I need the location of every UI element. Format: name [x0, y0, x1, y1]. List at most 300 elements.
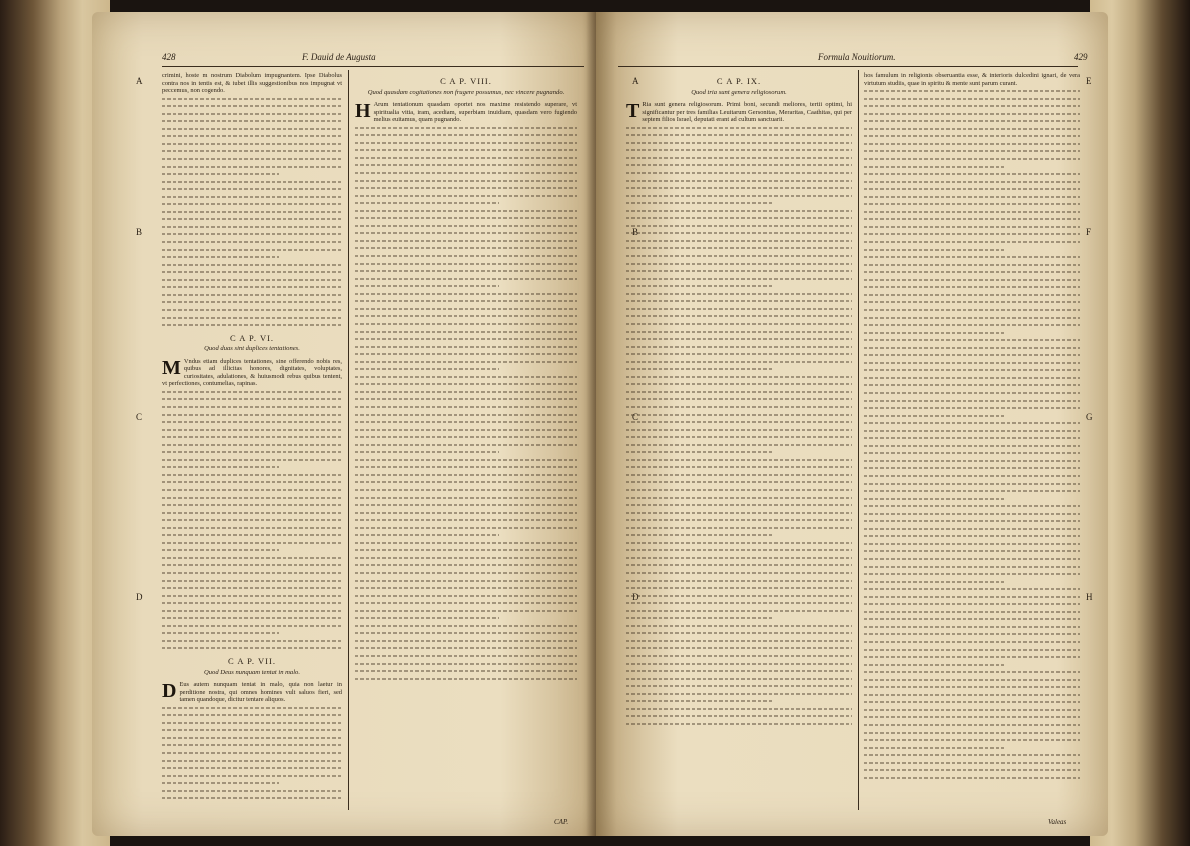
chapter-7-incipit: Eus autem nunquam tentat in malo, quia non laetur in perditione nostra, qui omnes homines vult saluos fieri, sed tamen quandoque, dicitur tentare aliquos. [179, 681, 342, 704]
text-line [162, 501, 342, 509]
text-line [626, 222, 852, 230]
text-line [355, 478, 577, 486]
text-line [626, 471, 852, 479]
text-line [864, 736, 1080, 744]
text-line [162, 125, 342, 133]
text-line [355, 343, 577, 351]
text-line [355, 629, 577, 637]
text-line [162, 147, 342, 155]
text-line [626, 320, 852, 328]
margin-letter-e: E [1086, 76, 1092, 86]
text-line [626, 539, 852, 547]
text-line [864, 668, 1080, 676]
text-line [626, 365, 852, 373]
text-line [864, 646, 1080, 654]
text-line [355, 252, 577, 260]
text-line [355, 350, 577, 358]
text-line [626, 297, 852, 305]
text-line [626, 682, 852, 690]
text-line [864, 344, 1080, 352]
text-line [626, 403, 852, 411]
text-line [162, 388, 342, 396]
chapter-6-incipit: Vndus etiam duplices tentationes, sine offerendo nobis res, quibus ad illicitas honores, dignitates, voluptates, curiositates, adulationes, & huiusmodi rebus quibus tentent, vt perfectiones, contumelias, rapinas. [162, 357, 342, 388]
text-line [162, 531, 342, 539]
text-line [355, 146, 577, 154]
text-line [355, 297, 577, 305]
text-line [162, 223, 342, 231]
margin-letter-c-right-page: C [632, 412, 639, 422]
text-line [626, 697, 852, 705]
text-line [864, 276, 1080, 284]
text-line [626, 260, 852, 268]
text-line [162, 411, 342, 419]
text-line [162, 230, 342, 238]
text-line [864, 502, 1080, 510]
chapter-8-dropcap: H [355, 100, 371, 123]
text-line [162, 418, 342, 426]
text-line [355, 305, 577, 313]
text-line [864, 578, 1080, 586]
text-line [355, 471, 577, 479]
text-line [864, 132, 1080, 140]
text-line [864, 751, 1080, 759]
text-line [626, 456, 852, 464]
text-line [626, 509, 852, 517]
text-line [355, 614, 577, 622]
text-line [355, 501, 577, 509]
text-line [626, 214, 852, 222]
text-line [626, 569, 852, 577]
text-line [162, 516, 342, 524]
right-page-number: 429 [1074, 52, 1088, 62]
text-line [162, 478, 342, 486]
text-line [355, 516, 577, 524]
margin-letter-d-right-page: D [632, 592, 639, 602]
margin-letter-a: A [136, 76, 143, 86]
text-line [626, 690, 852, 698]
text-line [355, 222, 577, 230]
text-line [162, 592, 342, 600]
text-line [626, 282, 852, 290]
text-line [162, 321, 342, 329]
text-line [626, 629, 852, 637]
text-line [626, 546, 852, 554]
text-line [864, 600, 1080, 608]
text-line [626, 561, 852, 569]
text-line [355, 207, 577, 215]
text-line [162, 599, 342, 607]
text-line [626, 358, 852, 366]
text-line [864, 487, 1080, 495]
text-line [864, 744, 1080, 752]
text-line [162, 117, 342, 125]
text-line [162, 726, 342, 734]
text-line [355, 282, 577, 290]
text-line [626, 177, 852, 185]
text-line [355, 312, 577, 320]
text-line [162, 185, 342, 193]
text-line [864, 110, 1080, 118]
text-line [626, 229, 852, 237]
text-line [355, 441, 577, 449]
text-line [626, 667, 852, 675]
text-line [162, 276, 342, 284]
text-line [355, 463, 577, 471]
text-line [626, 350, 852, 358]
text-line [626, 139, 852, 147]
text-line [864, 215, 1080, 223]
text-line [864, 155, 1080, 163]
text-line [864, 457, 1080, 465]
text-line [864, 321, 1080, 329]
text-line [864, 638, 1080, 646]
text-line [162, 711, 342, 719]
text-line [355, 380, 577, 388]
text-line [864, 351, 1080, 359]
text-line [355, 494, 577, 502]
text-line [626, 501, 852, 509]
text-line [864, 525, 1080, 533]
right-catchword: Valeas [1048, 818, 1067, 826]
text-line [162, 471, 342, 479]
text-line [864, 691, 1080, 699]
chapter-6-dropcap: M [162, 356, 181, 379]
text-line [626, 712, 852, 720]
text-line [626, 478, 852, 486]
text-line [864, 102, 1080, 110]
text-line [864, 472, 1080, 480]
text-line [626, 161, 852, 169]
text-line [864, 517, 1080, 525]
text-line [864, 427, 1080, 435]
text-line [162, 291, 342, 299]
text-line [864, 178, 1080, 186]
text-line [355, 418, 577, 426]
text-line [864, 449, 1080, 457]
right-column-opening-text: hos famulum in religionis obseruantia esse, & interioris dulcedini ignari, de vera virtutum studiis, quae in spiritu & mente sunt parum curant. [864, 72, 1080, 87]
text-line [864, 434, 1080, 442]
text-line [864, 419, 1080, 427]
text-line [864, 374, 1080, 382]
text-line [355, 214, 577, 222]
text-line [626, 494, 852, 502]
text-line [162, 314, 342, 322]
text-line [162, 704, 342, 712]
text-line [355, 335, 577, 343]
text-line [864, 366, 1080, 374]
text-line [864, 495, 1080, 503]
text-line [162, 298, 342, 306]
text-line [355, 448, 577, 456]
text-line [162, 110, 342, 118]
right-page [596, 12, 1108, 836]
text-line [626, 275, 852, 283]
text-line [162, 509, 342, 517]
text-line [355, 486, 577, 494]
text-line [864, 185, 1080, 193]
text-line [626, 531, 852, 539]
margin-letter-h: H [1086, 592, 1093, 602]
text-line [162, 644, 342, 652]
text-line [626, 124, 852, 132]
text-line [162, 741, 342, 749]
text-line [355, 637, 577, 645]
text-line [355, 395, 577, 403]
text-line [162, 764, 342, 772]
chapter-9-dropcap: T [626, 100, 640, 123]
text-line [626, 244, 852, 252]
text-line [355, 184, 577, 192]
text-line [864, 298, 1080, 306]
text-line [864, 608, 1080, 616]
text-line [864, 585, 1080, 593]
text-line [355, 154, 577, 162]
text-line [864, 306, 1080, 314]
text-line [162, 486, 342, 494]
text-line [626, 146, 852, 154]
text-line [162, 140, 342, 148]
left-column-divider [348, 70, 349, 810]
text-line [162, 524, 342, 532]
text-line [864, 540, 1080, 548]
text-line [626, 554, 852, 562]
margin-letter-a-right-page: A [632, 76, 639, 86]
right-column-divider [858, 70, 859, 810]
text-line [864, 532, 1080, 540]
text-line [626, 660, 852, 668]
text-line [626, 584, 852, 592]
text-line [864, 706, 1080, 714]
text-line [355, 561, 577, 569]
text-line [864, 253, 1080, 261]
text-line [355, 546, 577, 554]
text-line [162, 200, 342, 208]
text-line [355, 403, 577, 411]
chapter-7-heading: C A P. VII. [228, 656, 276, 667]
text-line [162, 268, 342, 276]
text-line [162, 448, 342, 456]
text-line [355, 531, 577, 539]
left-page [92, 12, 602, 836]
text-line [626, 599, 852, 607]
text-line [626, 290, 852, 298]
text-line [626, 577, 852, 585]
text-line [626, 607, 852, 615]
text-line [162, 306, 342, 314]
text-line [355, 131, 577, 139]
text-line [626, 335, 852, 343]
text-line [355, 577, 577, 585]
chapter-8-incipit: Arum tentationum quasdam oportet nos maxime resistendo superare, vt spiritualia vitia, iram, acediam, superbiam inuidiam, quasdam vero fugiendo melius euitamus, quam pugnando. [373, 101, 577, 124]
text-line [864, 412, 1080, 420]
text-line [162, 539, 342, 547]
chapter-7-dropcap: D [162, 680, 177, 703]
text-line [355, 388, 577, 396]
text-line [626, 705, 852, 713]
text-line [355, 584, 577, 592]
text-line [626, 169, 852, 177]
text-line [864, 163, 1080, 171]
text-line [864, 593, 1080, 601]
text-line [864, 698, 1080, 706]
text-line [162, 132, 342, 140]
text-line [626, 463, 852, 471]
text-line [864, 208, 1080, 216]
text-line [864, 683, 1080, 691]
text-line [864, 283, 1080, 291]
text-line [864, 268, 1080, 276]
text-line [355, 644, 577, 652]
text-line [864, 759, 1080, 767]
text-line [162, 395, 342, 403]
text-line [162, 463, 342, 471]
text-line [864, 676, 1080, 684]
text-line [355, 554, 577, 562]
text-line [355, 139, 577, 147]
right-running-head: Formula Nouitiorum. [818, 52, 896, 62]
text-line [162, 494, 342, 502]
chapter-9-subtitle: Quod tria sunt genera religiosorum. [691, 88, 787, 96]
text-line [355, 456, 577, 464]
text-line [626, 675, 852, 683]
text-line [355, 607, 577, 615]
text-line [864, 547, 1080, 555]
text-line [864, 314, 1080, 322]
margin-letter-d: D [136, 592, 143, 602]
text-line [355, 539, 577, 547]
text-line [162, 794, 342, 802]
text-line [355, 509, 577, 517]
text-line [162, 734, 342, 742]
text-line [864, 630, 1080, 638]
left-page-left-column [162, 72, 342, 812]
text-line [162, 749, 342, 757]
text-line [162, 637, 342, 645]
text-line [864, 147, 1080, 155]
text-line [626, 252, 852, 260]
text-line [162, 569, 342, 577]
text-line [355, 373, 577, 381]
text-line [162, 561, 342, 569]
text-line [626, 486, 852, 494]
text-line [864, 95, 1080, 103]
text-line [864, 661, 1080, 669]
text-line [162, 253, 342, 261]
text-line [864, 721, 1080, 729]
text-line [626, 524, 852, 532]
text-line [864, 563, 1080, 571]
text-line [355, 599, 577, 607]
text-line [355, 229, 577, 237]
text-line [864, 246, 1080, 254]
text-line [626, 614, 852, 622]
text-line [355, 358, 577, 366]
left-page-number: 428 [162, 52, 176, 62]
chapter-9-heading: C A P. IX. [716, 76, 762, 86]
text-line [864, 766, 1080, 774]
text-line [162, 787, 342, 795]
text-line [626, 441, 852, 449]
left-header-rule [162, 66, 584, 67]
text-line [162, 403, 342, 411]
text-line [162, 215, 342, 223]
text-line [162, 629, 342, 637]
text-line [162, 238, 342, 246]
text-line [162, 772, 342, 780]
left-catchword: CAP. [554, 818, 569, 826]
text-line [162, 178, 342, 186]
text-line [864, 510, 1080, 518]
margin-letter-f: F [1086, 227, 1092, 237]
text-line [864, 117, 1080, 125]
text-line [864, 615, 1080, 623]
text-line [162, 622, 342, 630]
text-line [355, 328, 577, 336]
margin-letter-g: G [1086, 412, 1093, 422]
text-line [626, 343, 852, 351]
text-line [864, 359, 1080, 367]
text-line [162, 208, 342, 216]
text-line [626, 592, 852, 600]
text-line [864, 713, 1080, 721]
text-line [626, 328, 852, 336]
text-line [626, 516, 852, 524]
text-line [162, 779, 342, 787]
text-line [355, 675, 577, 683]
left-running-head: F. Dauid de Augusta [302, 52, 376, 62]
left-page-right-column [355, 72, 577, 752]
text-line [355, 275, 577, 283]
text-line [162, 546, 342, 554]
text-line [626, 622, 852, 630]
text-line [162, 283, 342, 291]
text-line [626, 192, 852, 200]
text-line [162, 554, 342, 562]
text-line [864, 230, 1080, 238]
text-line [864, 223, 1080, 231]
text-line [626, 184, 852, 192]
text-line [864, 442, 1080, 450]
text-line [626, 154, 852, 162]
right-page-right-column [864, 72, 1080, 812]
text-line [355, 524, 577, 532]
right-page-left-column [626, 72, 852, 812]
text-line [626, 207, 852, 215]
text-line [626, 644, 852, 652]
text-line [355, 667, 577, 675]
text-line [626, 388, 852, 396]
text-line [162, 261, 342, 269]
text-line [864, 238, 1080, 246]
text-line [626, 433, 852, 441]
text-line [626, 426, 852, 434]
text-line [355, 244, 577, 252]
text-line [355, 124, 577, 132]
text-line [626, 418, 852, 426]
text-line [355, 652, 577, 660]
margin-letter-c: C [136, 412, 143, 422]
chapter-9-incipit: Ria sunt genera religiosorum. Primi boni, secundi meliores, tertii optimi, hi significantur per tres familias Leuitarum Gersonitas, Meraritas, Caathitas, qui per septem filios Israel, deputati erant ad cultum sanctuarii. [642, 101, 852, 124]
text-line [162, 577, 342, 585]
text-line [355, 365, 577, 373]
text-line [864, 125, 1080, 133]
text-line [162, 426, 342, 434]
text-line [355, 411, 577, 419]
text-line [626, 373, 852, 381]
text-line [626, 312, 852, 320]
text-line [864, 404, 1080, 412]
text-line [864, 170, 1080, 178]
